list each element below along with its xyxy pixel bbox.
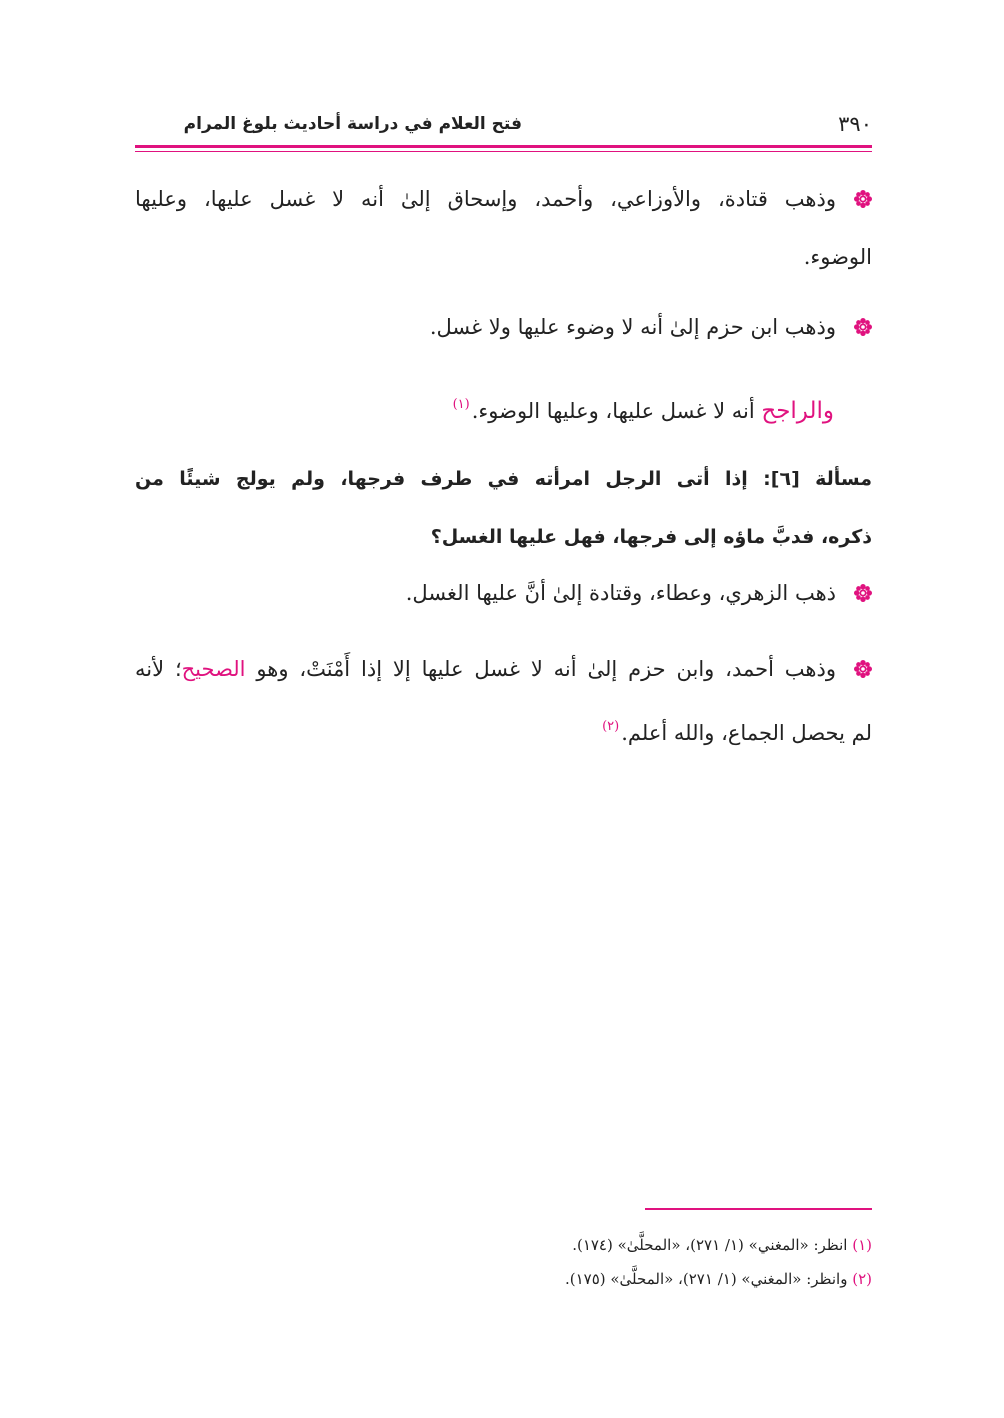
paragraph-2-line-1 — [135, 298, 872, 356]
flower-ornament-icon — [854, 318, 872, 336]
paragraph-5-text-a: وذهب أحمد، وابن حزم إلىٰ أنه لا غسل عليها إلا إذا أَمْنَتْ، وهو — [245, 657, 836, 681]
paragraph-2-text: وذهب ابن حزم إلىٰ أنه لا وضوء عليها ولا غسل. — [429, 315, 836, 339]
preferred-opinion-label: والراجح — [761, 398, 834, 424]
flower-ornament-icon — [854, 584, 872, 602]
masala-heading — [135, 450, 872, 566]
paragraph-1 — [135, 170, 872, 286]
footnote-2-number: (٢) — [852, 1270, 872, 1288]
paragraph-4 — [135, 564, 872, 622]
paragraph-1-line-1-text: وذهب قتادة، والأوزاعي، وأحمد، وإسحاق إلىٰ أنه لا غسل عليها، وعليها — [135, 187, 836, 211]
masala-heading-line-1: مسألة [٦]: إذا أتى الرجل امرأته في طرف فرجها، ولم يولج شيئًا من — [135, 468, 872, 490]
flower-ornament-icon — [854, 660, 872, 678]
paragraph-1-line-1 — [135, 170, 872, 228]
footnote-1 — [135, 1228, 872, 1262]
paragraph-3-text: أنه لا غسل عليها، وعليها الوضوء. — [471, 399, 762, 423]
paragraph-5-text-b: ؛ لأنه — [135, 657, 182, 681]
paragraph-3 — [135, 376, 834, 440]
page-number: ٣٩٠ — [838, 112, 872, 136]
paragraph-5-line-2-text: لم يحصل الجماع، والله أعلم. — [621, 721, 872, 745]
flower-ornament-icon — [854, 190, 872, 208]
footnote-1-text: انظر: «المغني» (١/ ٢٧١)، «المحلَّىٰ» (١٧٤). — [572, 1236, 853, 1254]
paragraph-1-line-2: الوضوء. — [803, 245, 872, 269]
book-title: فتح العلام في دراسة أحاديث بلوغ المرام — [183, 114, 522, 134]
paragraph-4-text: ذهب الزهري، وعطاء، وقتادة إلىٰ أنَّ عليها الغسل. — [405, 581, 836, 605]
header-rule-thin — [135, 151, 872, 152]
header-rule-thick — [135, 145, 872, 148]
footnote-ref-1[interactable]: (١) — [452, 397, 470, 412]
footnotes — [135, 1228, 872, 1296]
paragraph-2 — [135, 298, 872, 356]
footnote-divider — [645, 1208, 872, 1210]
correct-opinion-label: الصحيح — [181, 657, 246, 681]
paragraph-3-line-1 — [135, 376, 834, 440]
footnote-2-text: وانظر: «المغني» (١/ ٢٧١)، «المحلَّىٰ» (١٧٥). — [564, 1270, 853, 1288]
footnote-2 — [135, 1262, 872, 1296]
paragraph-5-line-2 — [135, 698, 872, 762]
page-header — [135, 112, 872, 142]
paragraph-4-line-1 — [135, 564, 872, 622]
paragraph-5 — [135, 640, 872, 762]
footnote-1-number: (١) — [852, 1236, 872, 1254]
paragraph-5-line-1 — [135, 640, 872, 698]
masala-heading-line-2: ذكره، فدبَّ ماؤه إلى فرجها، فهل عليها الغسل؟ — [430, 526, 872, 548]
footnote-ref-2[interactable]: (٢) — [602, 719, 620, 734]
